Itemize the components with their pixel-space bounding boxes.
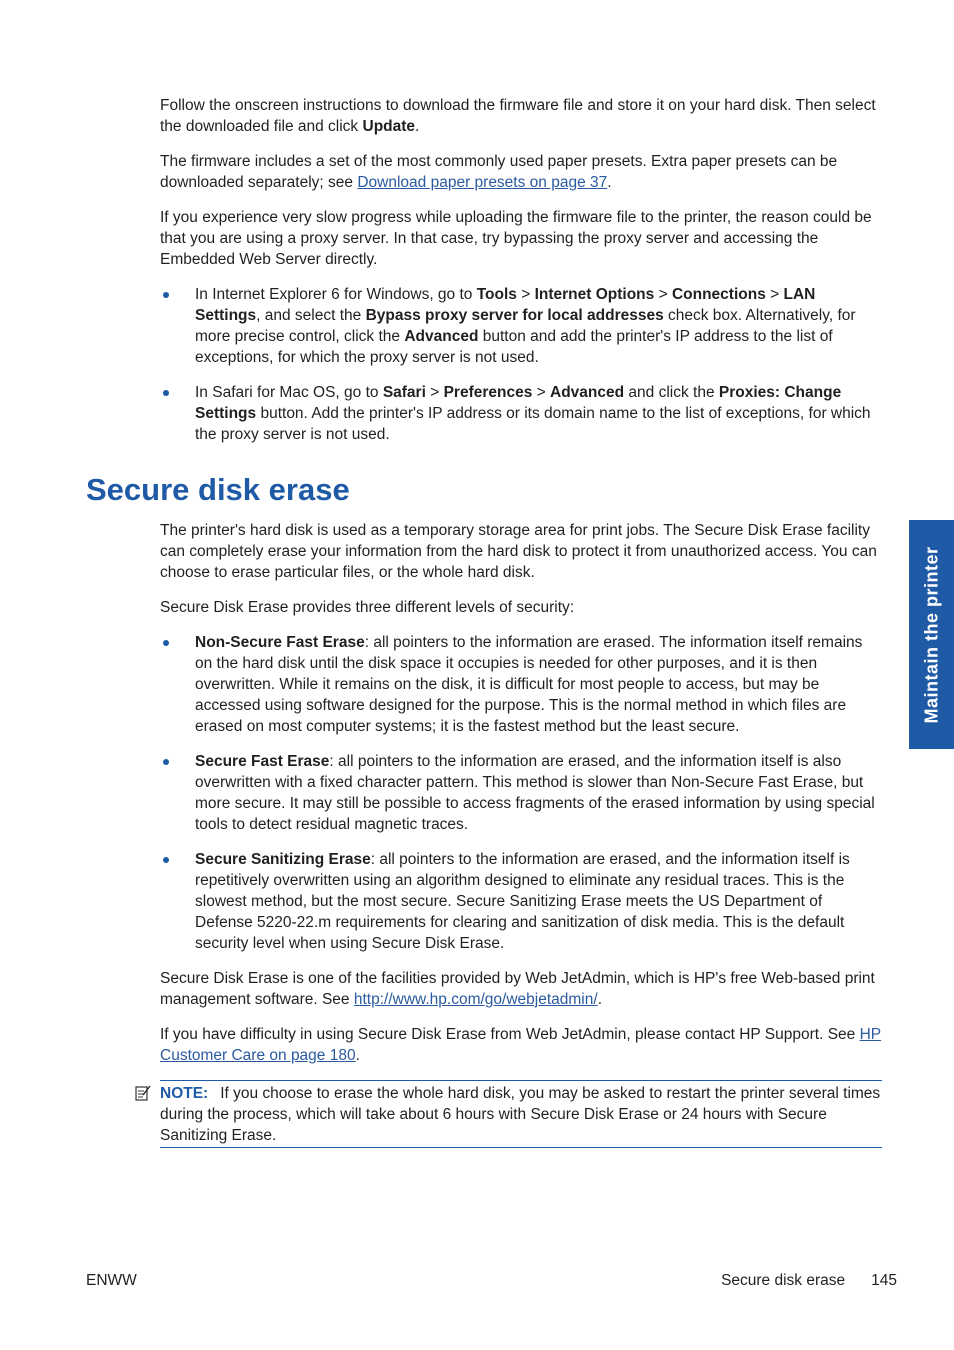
page-number: 145 — [871, 1272, 897, 1289]
bullet-text: , and select the — [256, 307, 366, 324]
bullet-text: In Internet Explorer 6 for Windows, go to — [195, 286, 477, 303]
bullet-keyword: Tools — [476, 286, 517, 303]
list-item — [160, 751, 882, 835]
section-p3-text: Secure Disk Erase is one of the facilities provided by Web JetAdmin, which is HP's free Web-based print management software. See — [160, 970, 875, 1008]
bullet-text: > — [532, 384, 551, 401]
level-name: Secure Sanitizing Erase — [195, 851, 371, 868]
bullet-text: button and add the printer's IP address to the list of exceptions, for which the proxy server is not used. — [195, 328, 833, 366]
intro-p2-text: The firmware includes a set of the most commonly used paper presets. Extra paper presets can be downloaded separately; see — [160, 153, 838, 191]
bullet-icon — [163, 759, 169, 765]
update-keyword: Update — [362, 118, 416, 135]
customer-care-link[interactable]: HP Customer Care on page 180 — [160, 1026, 882, 1064]
intro-paragraph-3: If you experience very slow progress while uploading the firmware file to the printer, the reason could be that you are using a proxy server. In that case, try bypassing the proxy server and accessing the Embedded Web Server directly. — [160, 209, 872, 268]
section-paragraph-4 — [160, 1024, 882, 1066]
list-item — [160, 632, 882, 737]
note-label: NOTE: — [160, 1085, 209, 1102]
bullet-keyword: Internet Options — [534, 286, 655, 303]
list-item — [160, 284, 882, 368]
bullet-keyword: Advanced — [550, 384, 625, 401]
level-description: : all pointers to the information are erased. The information itself remains on the hard disk until the disk space it occupies is needed for other purposes, and it is then overwritten. While it remains on the disk, it is difficult for most people to access, but may be accessed using software designed for the purpose. This is the normal method in which files are erased on most computer systems; it is the fastest method but the least secure. — [195, 634, 863, 735]
section-paragraph-1: The printer's hard disk is used as a temporary storage area for print jobs. The Secure Disk Erase facility can completely erase your information from the hard disk to protect it from unauthorized access. You can choose to erase particular files, or the whole hard disk. — [160, 522, 877, 581]
section-title: Secure disk erase — [86, 472, 350, 507]
footer-section-name: Secure disk erase — [721, 1272, 846, 1289]
bullet-text: In Safari for Mac OS, go to — [195, 384, 383, 401]
section-paragraph-2: Secure Disk Erase provides three different levels of security: — [160, 599, 575, 616]
proxy-bullet-list — [160, 284, 882, 445]
download-presets-link[interactable]: Download paper presets on page 37 — [357, 174, 608, 191]
intro-p1-end: . — [415, 118, 420, 135]
webjetadmin-link[interactable]: http://www.hp.com/go/webjetadmin/ — [353, 991, 598, 1008]
bullet-icon — [163, 390, 169, 396]
note-text: If you choose to erase the whole hard disk, you may be asked to restart the printer several times during the process, which will take about 6 hours with Secure Disk Erase or 24 hours with Secure Sanitizing Erase. — [160, 1085, 881, 1144]
bullet-text: button. Add the printer's IP address or its domain name to the list of exceptions, for which the proxy server is not used. — [195, 405, 871, 443]
section-content — [160, 520, 882, 1148]
bullet-keyword: Advanced — [404, 328, 479, 345]
bullet-keyword: Preferences — [443, 384, 533, 401]
footer-right — [721, 1270, 897, 1291]
intro-paragraph-1 — [160, 95, 882, 137]
section-p4-text: If you have difficulty in using Secure Disk Erase from Web JetAdmin, please contact HP Support. See — [160, 1026, 860, 1043]
intro-p1-text: Follow the onscreen instructions to download the firmware file and store it on your hard disk. Then select the downloaded file and click — [160, 97, 876, 135]
note-box — [160, 1080, 882, 1148]
footer-left: ENWW — [86, 1272, 137, 1289]
erase-levels-list — [160, 632, 882, 954]
intro-paragraph-2 — [160, 151, 882, 193]
bullet-keyword: Proxies: Change Settings — [195, 384, 842, 422]
list-item — [160, 849, 882, 954]
level-name: Non-Secure Fast Erase — [195, 634, 365, 651]
bullet-icon — [163, 640, 169, 646]
bullet-keyword: Safari — [382, 384, 426, 401]
bullet-icon — [163, 292, 169, 298]
list-item — [160, 382, 882, 445]
level-description: : all pointers to the information are erased, and the information itself is repetitively overwritten using an algorithm designed to eliminate any residual traces. This is the slowest method, but the most secure. Secure Sanitizing Erase meets the US Department of Defense 5220-22.m requirements for clearing and sanitization of disk media. This is the default security level when using Secure Disk Erase. — [195, 851, 850, 952]
bullet-keyword: LAN Settings — [195, 286, 816, 324]
bullet-icon — [163, 857, 169, 863]
bullet-text: > — [516, 286, 535, 303]
chapter-side-tab-label: Maintain the printer — [921, 545, 941, 724]
bullet-text: > — [765, 286, 784, 303]
bullet-text: check box. Alternatively, for more precise control, click the — [195, 307, 856, 345]
bullet-text: and click the — [624, 384, 719, 401]
bullet-keyword: Bypass proxy server for local addresses — [365, 307, 664, 324]
bullet-keyword: Connections — [671, 286, 766, 303]
level-description: : all pointers to the information are erased, and the information itself is also overwritten with a fixed character pattern. This method is slower than Non-Secure Fast Erase, but more secure. It may still be possible to access fragments of the erased information by using special tools to detect residual magnetic traces. — [195, 753, 875, 833]
bullet-text: > — [654, 286, 672, 303]
section-paragraph-3 — [160, 968, 882, 1010]
note-pad-icon — [134, 1084, 152, 1102]
section-p4-end: . — [355, 1047, 360, 1064]
level-name: Secure Fast Erase — [195, 753, 330, 770]
intro-content — [160, 95, 882, 459]
section-p3-end: . — [597, 991, 602, 1008]
bullet-text: > — [425, 384, 444, 401]
chapter-side-tab — [909, 520, 954, 749]
intro-p2-end: . — [607, 174, 612, 191]
